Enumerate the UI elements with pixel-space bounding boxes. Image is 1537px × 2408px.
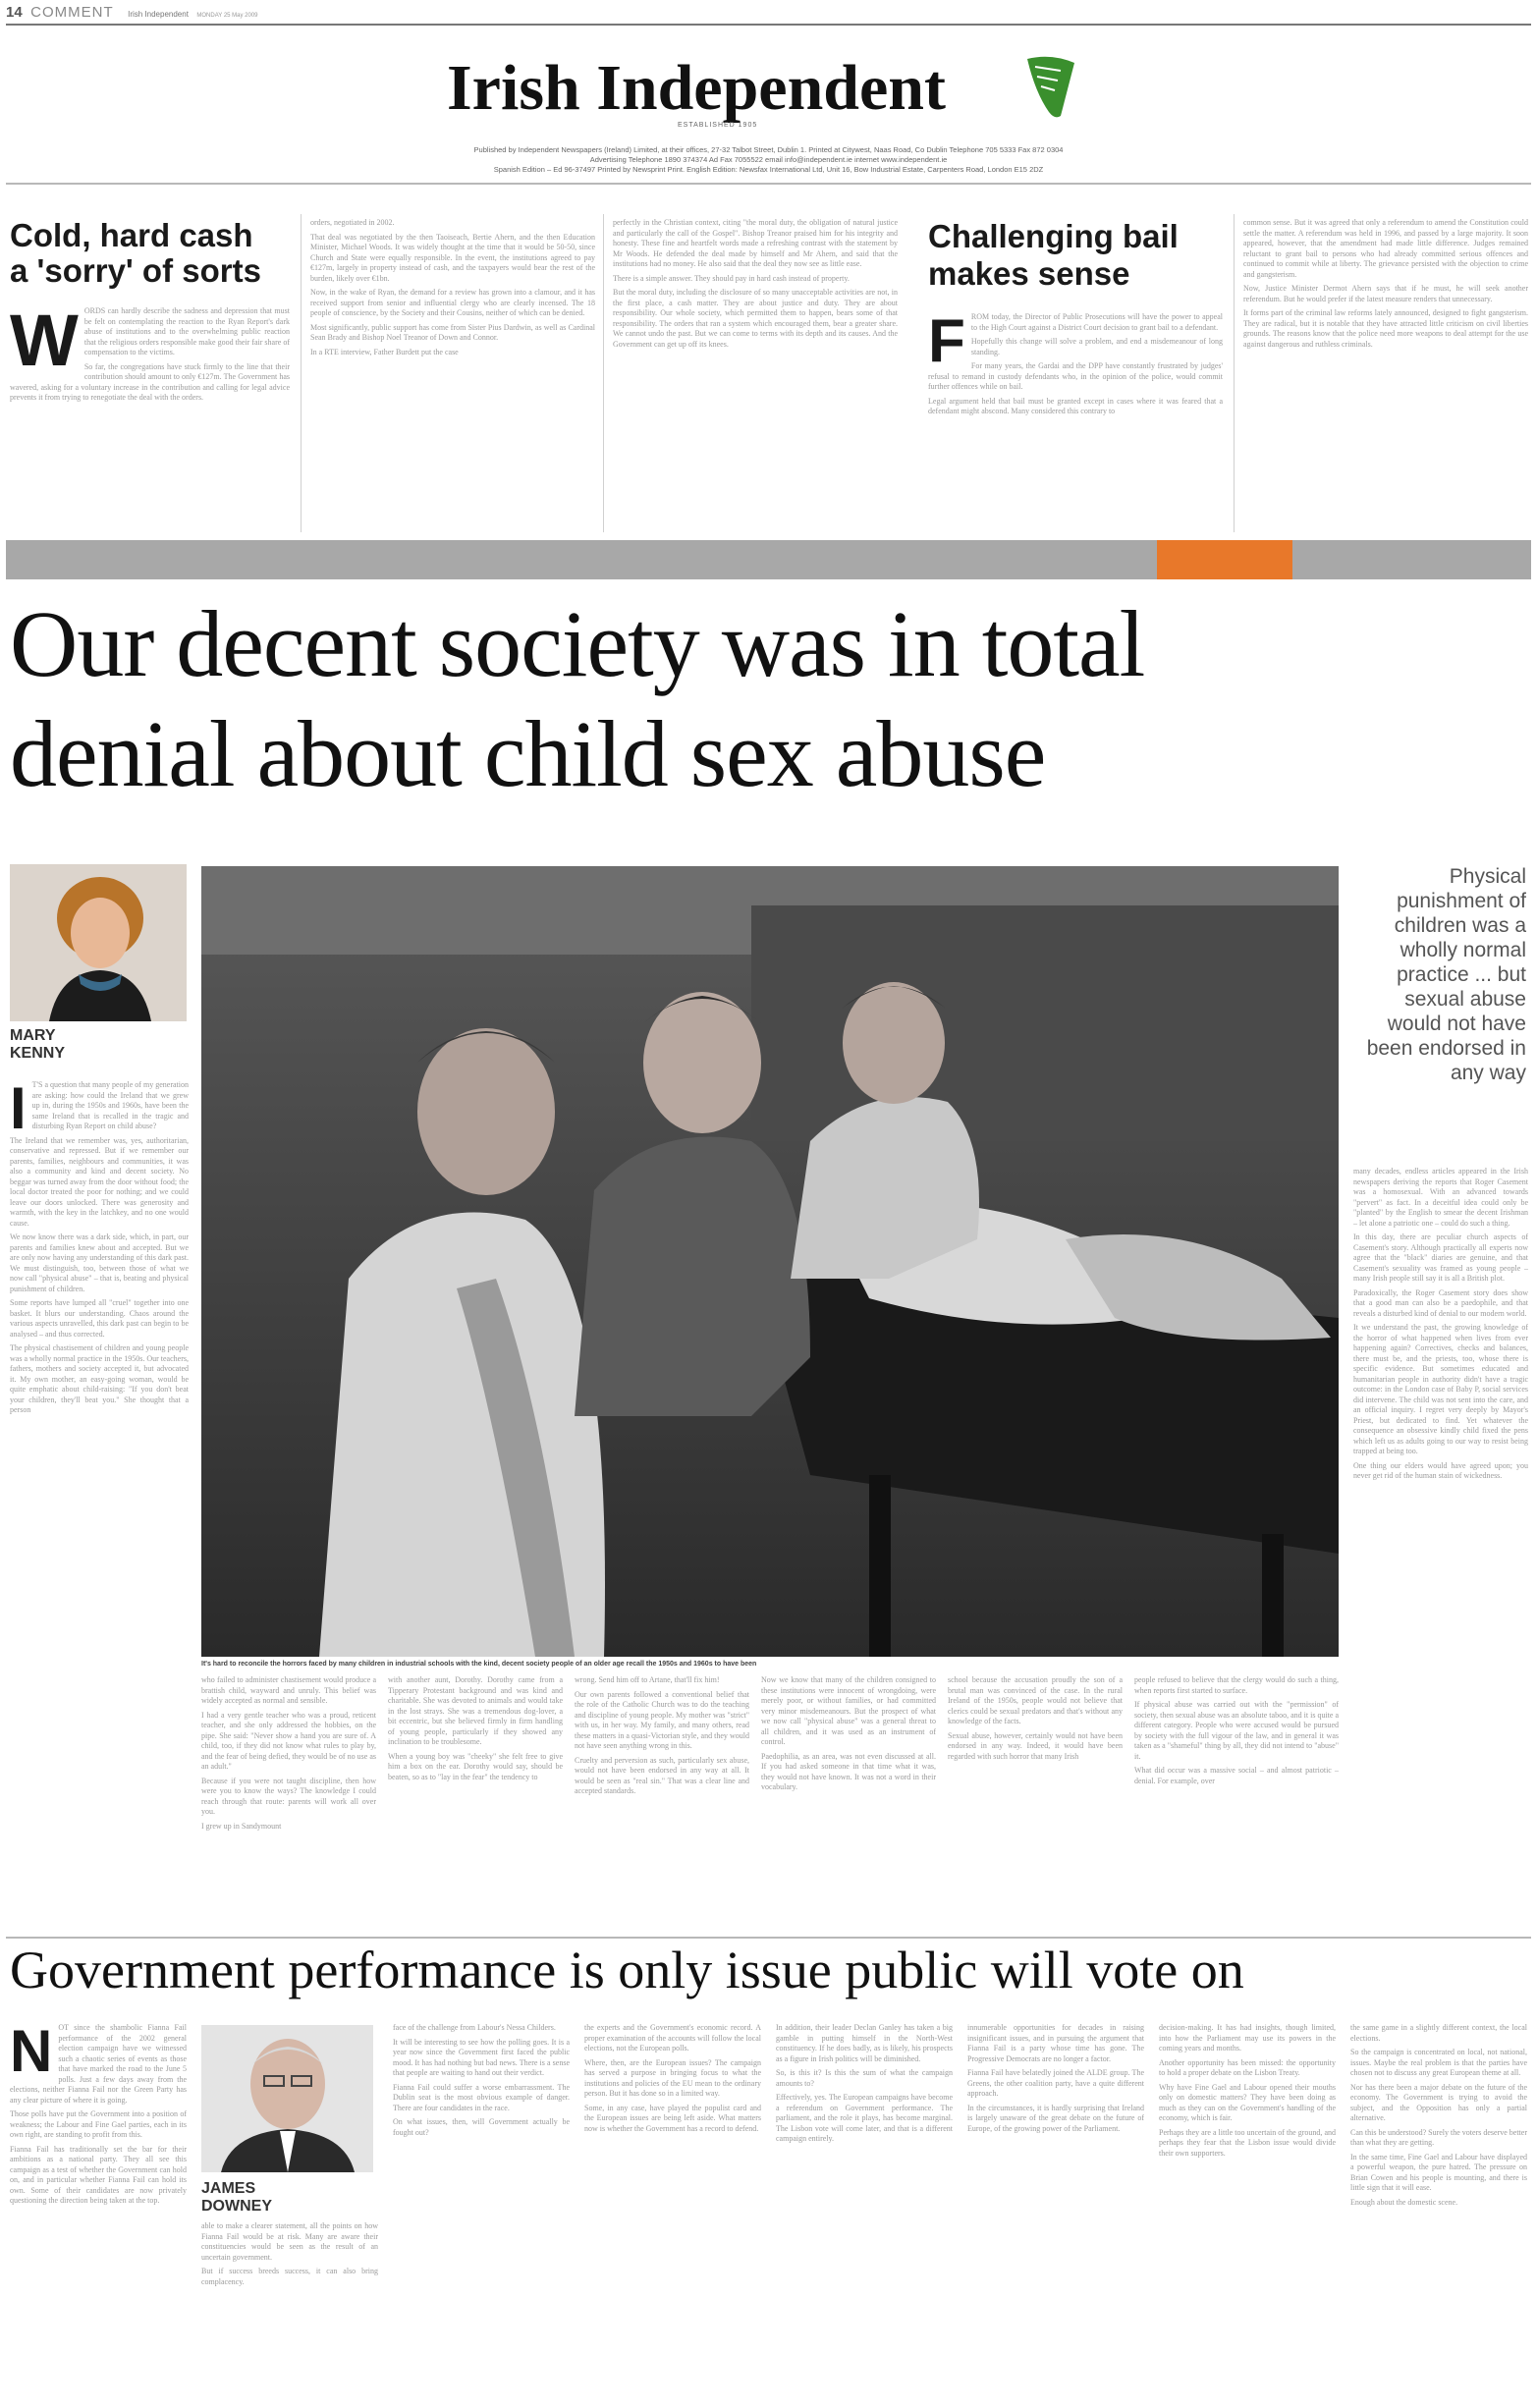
folio-rule (6, 24, 1531, 26)
editorial-left-col2: orders, negotiated in 2002. That deal was negotiated by the then Taoiseach, Bertie Ahern, and the then Education Minister, Michael Woods. It was widely thought at the time that it would be 50-50, since Church and State were equally responsible. In the event, the institutions agreed to pay €127m, largely in property instead of cash, and the taxpayers would bear the rest of the burden, likely over €1bn. Now, in the wake of Ryan, the demand for a review has grown into a clamour, and it has received support from senior and influential clergy who are clearly incensed. The 18 people of conscience, by the Society and their Cousins, neither of which can be denied. Most significantly, public support has come from Sister Pius Dardwin, as well as Cardinal Sean Brady and Bishop Noel Treanor of Down and Connor. In a RTE interview, Father Burdett put the case (310, 218, 595, 356)
page-number: 14 (6, 4, 23, 21)
editorial-left-dropcap: W (10, 306, 79, 381)
harp-logo-icon (1021, 53, 1080, 122)
second-author-photo (201, 2025, 373, 2172)
author-name (10, 1027, 65, 1063)
editorial-left-headline-line2: a 'sorry' of sorts (10, 252, 261, 289)
folio (6, 4, 1531, 22)
second-article-col8: the same game in a slightly different context, the local elections. So the campaign is concentrated on local, not national, issues. Maybe the real problem is that the parties have chosen not to discuss any great European theme at all. Nor has there been a major debate on the future of the economy. The Government is trying to avoid the subject, and the Opposition has only a partial alternative. Can this be understood? Surely the voters deserve better than what they are getting. In the same time, Fine Gael and Labour have displayed a powerful weapon, the pure hatred. The pressure on Brian Cowen and his people is mounting, and there is little sign that it will ease. Enough about the domestic scene. (1350, 2023, 1527, 2207)
author-first-name: MARY (10, 1027, 56, 1044)
section-band (6, 540, 1531, 579)
editorial-divider-3 (1234, 214, 1235, 532)
folio-date: MONDAY 25 May 2009 (196, 13, 258, 19)
main-article-dropcap: I (10, 1080, 27, 1141)
second-headline: Government performance is only issue public will vote on (10, 1941, 1244, 1999)
main-headline (10, 589, 1532, 809)
second-article-dropcap: N (10, 2023, 53, 2084)
masthead-rule (6, 183, 1531, 185)
printed-line: Spanish Edition – Ed 96-37497 Printed by Newsprint Print. English Edition: Newsfax International Ltd, Unit 16, Bow Industrial Estate, Carpenters Road, London E15 2DZ (493, 165, 1044, 174)
editorial-left-headline-line1: Cold, hard cash (10, 217, 253, 253)
main-article-col5: Now we know that many of the children consigned to these institutions were innocent of wrongdoing, were merely poor, or without families, or had committed very minor misdemeanours. But the prospect of what we now call "physical abuse" was a general threat to all children, and it was used as an instrument of control. Paedophilia, as an area, was not even discussed at all. If you had asked someone in that time what it was, they would not have known. It was not a word in their vocabulary. (761, 1675, 936, 1791)
editorial-right-headline (928, 218, 1223, 293)
main-article-col4: wrong. Send him off to Artane, that'll fix him! Our own parents followed a conventional belief that the role of the Catholic Church was to do the teaching and discipline of young people. My mother was "strict" with us, in her way. My family, and many others, read these matters in a quasi-Victorian style, and they would not have seen anything wrong in this. Cruelty and perversion as such, particularly sex abuse, would not have been endorsed in any way at all. It would be seen as "real sin." That was a clear line and accepted standards. (575, 1675, 749, 1795)
section-band-accent (1157, 540, 1292, 579)
main-headline-line2: denial about child sex abuse (10, 701, 1046, 806)
main-article-col6: school because the accusation proudly the son of a brutal man was convinced of the case. In the rural Ireland of the 1950s, people would not believe that clerics could be sexual predators and that's without any knowledge of the facts. Sexual abuse, however, certainly would not have been endorsed in any way. Indeed, it would have been regarded with such horror that many Irish (948, 1675, 1123, 1761)
main-article-col1: I T'S a question that many people of my generation are asking: how could the Ireland that we grew up in, during the 1950s and 1960s, have been the same Ireland that is recalled in the tragic and disturbing Ryan Report on child abuse? The Ireland that we remember was, yes, authoritarian, conservative and repressed. But if we remember our parents, families, neighbours and communities, it was also a community and kind and decent society. No beggar was turned away from the door without food; the local doctor treated the poor for nothing; and we could leave our doors unlocked. There was generosity and warmth, with the key in the latchkey, and no one would cause. We now know there was a dark side, which, in part, our parents and families knew about and accepted. But we are only now having any understanding of this dark past. We must distinguish, too, between those of what we now call "physical abuse" – that is, beating and physical punishment of children. Some reports have lumped all "cruel" together into one basket. It blurs our understanding. Chaos around the various aspects unravelled, this dark past can begin to be analysed – and thus corrected. The physical chastisement of children and young people was a wholly normal practice in the 1950s. Our teachers, fathers, mothers and society accepted it, but advocated it. My own mother, an easy-going woman, would be quite emphatic about child-raising: "If you don't beat your children, they'll beat you." She thought that a person (10, 1080, 189, 1414)
advertising-line: Advertising Telephone 1890 374374 Ad Fax 7055522 email info@independent.ie internet www.independent.ie (589, 155, 948, 164)
masthead (0, 39, 1537, 147)
editorial-right-dropcap: F (928, 312, 965, 375)
second-article-col4: the experts and the Government's economic record. A proper examination of the accounts will follow the local elections, not the European polls. Where, then, are the European issues? The campaign has served a purpose in bringing focus to what the institutions and policies of the EU mean to the ordinary person. But it has done so in a limited way. Some, in any case, have played the populist card and the European issues are being left aside. What matters now is whether the Government has a record to defend. (584, 2023, 761, 2133)
main-photo (201, 866, 1339, 1657)
editorial-right-headline-line2: makes sense (928, 255, 1130, 292)
photo-caption: It's hard to reconcile the horrors faced by many children in industrial schools with the kind, decent society people of an older age recall the 1950s and 1960s to have been (201, 1661, 757, 1668)
main-headline-line1: Our decent society was in total (10, 591, 1145, 696)
second-article-col2: able to make a clearer statement, all the points on how Fianna Fail would be at risk. Many are aware their constituencies would be seen as the result of an uncertain government. But if success breeds success, it can also bring complacency. (201, 2221, 378, 2286)
second-article-col6: innumerable opportunities for decades in raising insignificant issues, and in pursuing the argument that Fianna Fail is a party whose time has gone. The Progressive Democrats are no longer a factor. Fianna Fail have belatedly joined the ALDE group. The Greens, the other coalition party, have a quite different approach. In the circumstances, it is hardly surprising that Ireland is largely unaware of the great debate on the future of Europe, of the growing power of the Parliament. (967, 2023, 1144, 2133)
second-article-col3: face of the challenge from Labour's Nessa Childers. It will be interesting to see how the polling goes. It is a year now since the Government first faced the public mood. It has had nothing but bad news. There is a sense that people are waiting to hand out their verdict. Fianna Fail could suffer a worse embarrassment. The Dublin seat is the most obvious example of danger. There are four candidates in the race. On what issues, then, will Government actually be fought out? (393, 2023, 570, 2137)
second-article-col5: In addition, their leader Declan Ganley has taken a big gamble in putting himself in the North-West constituency. If he does badly, as is likely, his prospects as a figure in Irish politics will be diminished. So, is this it? Is this the sum of what the campaign amounts to? Effectively, yes. The European campaigns have become a referendum on Government performance. The parliament, and the role it plays, has become marginal. The Lisbon vote will come later, and that is a different campaign entirely. (776, 2023, 953, 2143)
second-article-col1: N OT since the shambolic Fianna Fail performance of the 2002 general election campaign have we witnessed such a chaotic series of events as those that have marked the road to the June 5 polls. Just a few days away from the elections, neither Fianna Fail nor the Green Party has any clear picture of where it is going. Those polls have put the Government into a position of weakness; the Labour and Fine Gael parties, each in its own right, are standing to profit from this. Fianna Fail has traditionally set the bar for their ambitions as a national party. They all see this campaign as a test of whether the Government can hold on, and in particular whether Fianna Fail can hold its own. Some of their candidates are now privately questioning the direction being taken at the top. (10, 2023, 187, 2205)
second-article-rule (6, 1937, 1531, 1939)
publisher-line: Published by Independent Newspapers (Ireland) Limited, at their offices, 27-32 Talbot Street, Dublin 1. Printed at Citywest, Naas Road, Co Dublin Telephone 705 5333 Fax 872 0304 (473, 145, 1064, 154)
second-author-last-name: DOWNEY (201, 2198, 272, 2215)
main-article-right-col: many decades, endless articles appeared in the Irish newspapers deriving the reports that Roger Casement was a homosexual. With an advanced towards "pervert" as fact. In a deceitful idea could only be "planted" by the English to smear the decent Irishman – let alone a patriotic one – could do such a thing. In this day, there are peculiar church aspects of Casement's story. Although practically all experts now agree that the "black" diaries are genuine, and that Casement's sexuality was framed as young people – many Irish people still say it is all a British plot. Paradoxically, the Roger Casement story does show that a good man can also be a paedophile, and that reveals a disturbed kind of denial to our modern world. It we understand the past, the growing knowledge of the horror of what happened when lives from ever happening again? Correctives, checks and balances, there must be, and the priests, too, whose there is specific evidence. But sometimes educated and humanitarian people in authority didn't have a tragic outcome: in the London case of Baby P, social services did intervene. The child was not sent into the care, and an official inquiry. I regret very deeply by Mayor's Priest, but dedicated to find. Yet whatever the consequence an obsessive kindly child fixed the pens which left us as adults going to our way to resist being trapped at being too. One thing our elders would have agreed upon; you never get rid of the human stain of wickedness. (1353, 1167, 1528, 1480)
author-photo (10, 864, 187, 1021)
author-last-name: KENNY (10, 1045, 66, 1062)
editorial-left-headline (10, 218, 295, 289)
editorial-left-col1: W ORDS can hardly describe the sadness and depression that must be felt on contemplating the reaction to the Ryan Report's dark abuse of institutions and to the overwhelming public reaction that the religious orders responsible make good their fair share of compensation to the victims. So far, the congregations have stuck firmly to the line that their contribution should amount to only €127m. The Government has wavered, asking for a voluntary increase in the contribution and calling for legal advice prevents it from trying to renegotiate the deal with the orders. (10, 306, 290, 402)
editorial-divider-1 (301, 214, 302, 532)
second-article-col7: decision-making. It has had insights, though limited, into how the Parliament may use its powers in the coming years and months. Another opportunity has been missed: the opportunity to hold a proper debate on the Lisbon Treaty. Why have Fine Gael and Labour opened their mouths only on domestic matters? They have been doing as much as they can on the Government's handling of the economy, which is fair. Perhaps they are a little too uncertain of the ground, and perhaps they fear that the Lisbon issue would divide their own supporters. (1159, 2023, 1336, 2158)
second-author-first-name: JAMES (201, 2180, 256, 2197)
folio-paper: Irish Independent (128, 10, 189, 19)
masthead-title: Irish Independent (447, 52, 946, 124)
second-author-name (201, 2180, 272, 2216)
section-name: COMMENT (30, 4, 114, 21)
editorial-left-col3: perfectly in the Christian context, citing "the moral duty, the obligation of natural justice and particularly the call of the Gospel". Bishop Treanor praised him for his integrity and honesty. These fine and heartfelt words made a refreshing contrast with the statement by Mr Woods. He defended the deal made by himself and Mr Ahern, and said that the institutions had no money. He also said that the deal they now see as little ease. There is a simple answer. They should pay in hard cash instead of property. But the moral duty, including the disclosure of so many unacceptable activities are not, in the first place, a cash matter. They are about justice and duty. They are about responsibility. Our whole society, which permitted them to happen, bears some of that responsibility. The orders that ran a system which encouraged them, bear a greater share. We cannot undo the past. But we can come to terms with its depth and its causes. And the Government can get up off its knees. (613, 218, 898, 349)
main-article-col3: with another aunt, Dorothy. Dorothy came from a Tipperary Protestant background and was kind and charitable. She was devoted to animals and would take in the lost strays. She was a tremendous dog-lover, a bit eccentric, but she believed firmly in firm handling of young people, particularly if they showed any inclination to be troublesome. When a young boy was "cheeky" she felt free to give him a box on the ear. Dorothy would say, should be beaten, so as to "lay in the fear" the tendency to (388, 1675, 563, 1781)
editorial-right-col2: common sense. But it was agreed that only a referendum to amend the Constitution could settle the matter. A referendum was held in 1996, and passed by a large majority. It soon appeared, however, that the amendment had made little difference. Judges remained reluctant to grant bail to persons who had already committed serious offences and continued to commit while at liberty. The grievance persisted with the objection to crime and gangsterism. Now, Justice Minister Dermot Ahern says that if he must, he will seek another referendum. But he would prefer if the latest measure renders that unnecessary. It forms part of the criminal law reforms lately announced, designed to fight gangsterism. They are radical, but it is notable that they have attracted little criticism on civil liberties grounds. The reasons know that the police need more weapons to deal attempt for the use against dangerous and ruthless criminals. (1243, 218, 1528, 349)
pull-quote: Physical punishment of children was a wholly normal practice ... but sexual abuse would not have been endorsed in any way (1366, 865, 1526, 1084)
editorial-divider-2 (603, 214, 604, 532)
masthead-established: ESTABLISHED 1905 (678, 122, 758, 129)
editorial-right-col1: F ROM today, the Director of Public Prosecutions will have the power to appeal to the High Court against a District Court decision to grant bail to a defendant. Hopefully this change will solve a problem, and end a misdemeanour of long standing. For many years, the Gardai and the DPP have constantly frustrated by judges' refusal to remand in custody defendants who, in the opinion of the police, would commit further offences while on bail. Legal argument held that bail must be granted except in cases where it was feared that a defendant might abscond. Many considered this contrary to (928, 312, 1223, 415)
publisher-info (196, 145, 1341, 175)
editorial-right-headline-line1: Challenging bail (928, 218, 1179, 254)
main-article-col2: who failed to administer chastisement would produce a brattish child, wayward and unruly. This belief was widely accepted as normal and sensible. I had a very gentle teacher who was a proud, reticent teacher, and she only addressed the hobbies, on the pipe. She said: "Never show a hand you are sure of. A child, too, if they did not know what rules to play by, and the fear of being defied, they would be of no use as an adult." Because if you were not taught discipline, then how were you to know the ways? The knowledge I could reach through that route: parents will work all over you. I grew up in Sandymount (201, 1675, 376, 1831)
main-article-col7: people refused to believe that the clergy would do such a thing, when reports first started to surface. If physical abuse was carried out with the "permission" of society, then sexual abuse was an absolute taboo, and it is quite a different category. People who were accused would be pursued by society with the full vigour of the law, and in general it was taken as a "shameful" thing by all, they did not intend to "abuse" it. What did occur was a massive social – and almost patriotic – denial. For example, over (1134, 1675, 1339, 1785)
